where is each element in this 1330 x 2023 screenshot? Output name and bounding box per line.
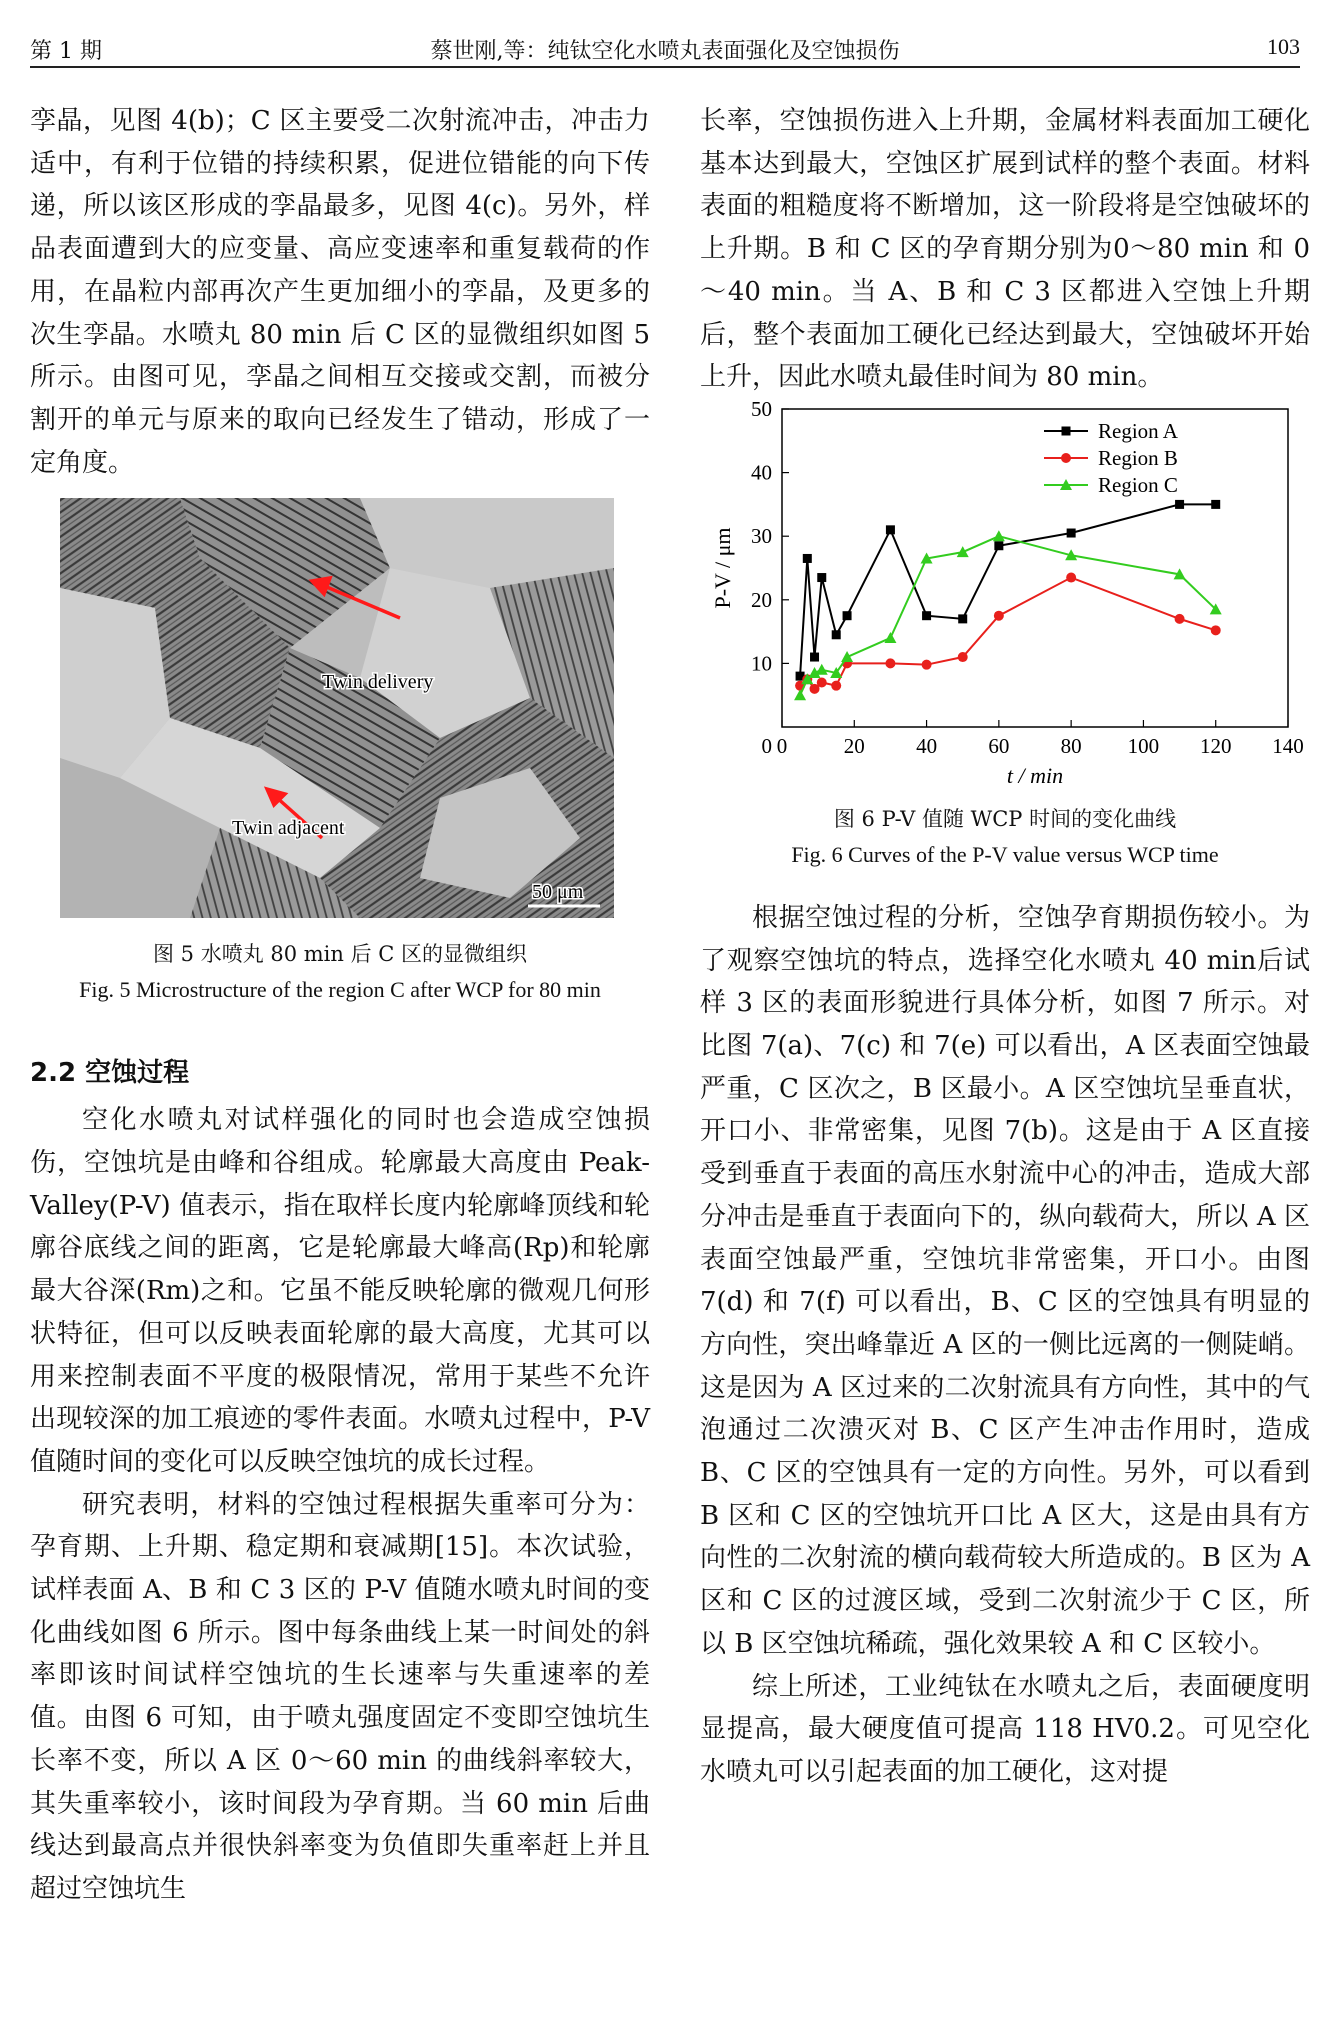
legend-marker xyxy=(1062,426,1071,435)
paragraph: 空化水喷丸对试样强化的同时也会造成空蚀损伤，空蚀坑是由峰和谷组成。轮廓最大高度由 Peak-Valley(P-V) 值表示，指在取样长度内轮廓峰顶线和轮廓谷底线之间的距离，它是轮廓最大峰高(Rp)和轮廓最大谷深(Rm)之和。它虽不能反映轮廓的微观几何形状特征，但可以反映表面轮廓的最大高度，尤其可以用来控制表面不平度的极限情况，常用于某些不允许出现较深的加工痕迹的零件表面。水喷丸过程中，P-V 值随时间的变化可以反映空蚀坑的成长过程。 xyxy=(30,1105,650,1477)
paragraph: 孪晶，见图 4(b)；C 区主要受二次射流冲击，冲击力适中，有利于位错的持续积累，促进位错能的向下传递，所以该区形成的孪晶最多，见图 4(c)。另外，样品表面遭到大的应变量、高应变速率和重复载荷的作用，在晶粒内部再次产生更加细小的孪晶，及更多的次生孪晶。水喷丸 80 min 后 C 区的显微组织如图 5 所示。由图可见，孪晶之间相互交接或交割，而被分割开的单元与原来的取向已经发生了错动，形成了一定角度。 xyxy=(30,106,650,478)
legend-label: Region C xyxy=(1098,472,1178,497)
data-point xyxy=(958,652,968,662)
left-column xyxy=(30,100,650,1911)
y-tick-label: 10 xyxy=(751,651,772,676)
right-column xyxy=(700,100,1310,1794)
data-point xyxy=(817,573,826,582)
x-tick-label: 0 xyxy=(776,733,788,758)
series-line-region-c xyxy=(800,536,1216,695)
figure-6 xyxy=(700,399,1310,793)
y-tick-label: 50 xyxy=(751,398,772,421)
running-header xyxy=(30,30,1300,68)
data-point xyxy=(884,632,896,643)
y-tick-label: 40 xyxy=(751,460,772,485)
data-point xyxy=(994,611,1004,621)
figure-5-caption-cn: 图 5 水喷丸 80 min 后 C 区的显微组织 xyxy=(152,942,528,967)
data-point xyxy=(1067,528,1076,537)
annotation-twin-delivery: Twin delivery xyxy=(322,671,434,694)
x-tick-label: 40 xyxy=(916,733,938,758)
data-point xyxy=(843,611,852,620)
annotation-twin-adjacent: Twin adjacent xyxy=(232,817,345,840)
data-point xyxy=(886,525,895,534)
data-point xyxy=(993,530,1005,541)
micrograph-image xyxy=(60,498,614,918)
series-line-region-b xyxy=(800,577,1216,688)
data-point xyxy=(994,541,1003,550)
figure-5-micrograph xyxy=(60,498,614,918)
paragraph: 研究表明，材料的空蚀过程根据失重率可分为：孕育期、上升期、稳定期和衰减期[15]。本次试验，试样表面 A、B 和 C 3 区的 P-V 值随水喷丸时间的变化曲线如图 6 所示。图中每条曲线上某一时间处的斜率即该时间试样空蚀坑的生长速率与失重速率的差值。由图 6 可知，由于喷丸强度固定不变即空蚀坑生长率不变，所以 A 区 0～60 min 的曲线斜率较大，其失重率较小，该时间段为孕育期。当 60 min 后曲线达到最高点并很快斜率变为负值即失重率赶上并且超过空蚀坑生 xyxy=(30,1489,650,1904)
data-point xyxy=(810,652,819,661)
page-number: 103 xyxy=(1267,34,1300,59)
data-point xyxy=(1175,614,1185,624)
data-point xyxy=(794,689,806,700)
legend-label: Region A xyxy=(1098,418,1178,443)
y-tick-label: 20 xyxy=(751,587,772,612)
data-point xyxy=(841,651,853,662)
data-point xyxy=(957,546,969,557)
data-point xyxy=(831,681,841,691)
data-point xyxy=(803,554,812,563)
scale-bar-label: 50 μm xyxy=(532,881,584,904)
origin-tick-label: 0 xyxy=(761,733,772,758)
x-tick-label: 120 xyxy=(1199,733,1232,758)
data-point xyxy=(1066,572,1076,582)
running-title: 蔡世刚,等：纯钛空化水喷丸表面强化及空蚀损伤 xyxy=(430,39,900,64)
x-tick-label: 60 xyxy=(988,733,1010,758)
data-point xyxy=(832,630,841,639)
legend-label: Region B xyxy=(1098,445,1178,470)
data-point xyxy=(885,658,895,668)
data-point xyxy=(1211,500,1220,509)
data-point xyxy=(922,660,932,670)
x-axis-label: t / min xyxy=(1006,762,1064,788)
section-heading: 2.2 空蚀过程 xyxy=(30,1058,190,1089)
data-point xyxy=(1211,625,1221,635)
x-tick-label: 140 xyxy=(1272,733,1304,758)
paragraph: 综上所述，工业纯钛在水喷丸之后，表面硬度明显提高，最大硬度值可提高 118 HV0.2。可见空化水喷丸可以引起表面的加工硬化，这对提 xyxy=(700,1671,1310,1787)
figure-6-caption-en: Fig. 6 Curves of the P-V value versus WCP time xyxy=(791,841,1219,867)
data-point xyxy=(817,677,827,687)
y-axis-label: P-V / μm xyxy=(710,527,735,609)
paragraph: 根据空蚀过程的分析，空蚀孕育期损伤较小。为了观察空蚀坑的特点，选择空化水喷丸 40 min后试样 3 区的表面形貌进行具体分析，如图 7 所示。对比图 7(a)、7(c) 和 7(e) 可以看出，A 区表面空蚀最严重，C 区次之，B 区最小。A 区空蚀坑呈垂直状，开口小、非常密集，见图 7(b)。这是由于 A 区直接受到垂直于表面的高压水射流中心的冲击，造成大部分冲击是垂直于表面向下的，纵向载荷大，所以 A 区表面空蚀最严重，空蚀坑非常密集，开口小。由图 7(d) 和 7(f) 可以看出，B、C 区的空蚀具有明显的方向性，突出峰靠近 A 区的一侧比远离的一侧陡峭。这是因为 A 区过来的二次射流具有方向性，其中的气泡通过二次溃灭对 B、C 区产生冲击作用时，造成 B、C 区的空蚀具有一定的方向性。另外，可以看到 B 区和 C 区的空蚀坑开口比 A 区大，这是由具有方向性的二次射流的横向载荷较大所造成的。B 区为 A 区和 C 区的过渡区域，受到二次射流少于 C 区，所以 B 区空蚀坑稀疏，强化效果较 A 和 C 区较小。 xyxy=(700,902,1310,1659)
figure-6-caption-cn: 图 6 P-V 值随 WCP 时间的变化曲线 xyxy=(833,806,1177,831)
y-tick-label: 30 xyxy=(751,524,772,549)
legend-marker xyxy=(1061,453,1071,463)
figure-5-caption-en: Fig. 5 Microstructure of the region C after WCP for 80 min xyxy=(79,977,601,1003)
x-tick-label: 80 xyxy=(1060,733,1082,758)
data-point xyxy=(958,614,967,623)
issue-number: 第 1 期 xyxy=(30,39,102,64)
data-point xyxy=(922,611,931,620)
paragraph: 长率，空蚀损伤进入上升期，金属材料表面加工硬化基本达到最大，空蚀区扩展到试样的整个表面。材料表面的粗糙度将不断增加，这一阶段将是空蚀破坏的上升期。B 和 C 区的孕育期分别为0～80 min 和 0～40 min。当 A、B 和 C 3 区都进入空蚀上升期后，整个表面加工硬化已经达到最大，空蚀破坏开始上升，因此水喷丸最佳时间为 80 min。 xyxy=(700,106,1310,393)
data-point xyxy=(1175,500,1184,509)
data-point xyxy=(816,664,828,675)
plot-frame xyxy=(782,409,1288,727)
x-tick-label: 100 xyxy=(1127,733,1160,758)
pv-chart xyxy=(700,399,1310,789)
x-tick-label: 20 xyxy=(843,733,865,758)
